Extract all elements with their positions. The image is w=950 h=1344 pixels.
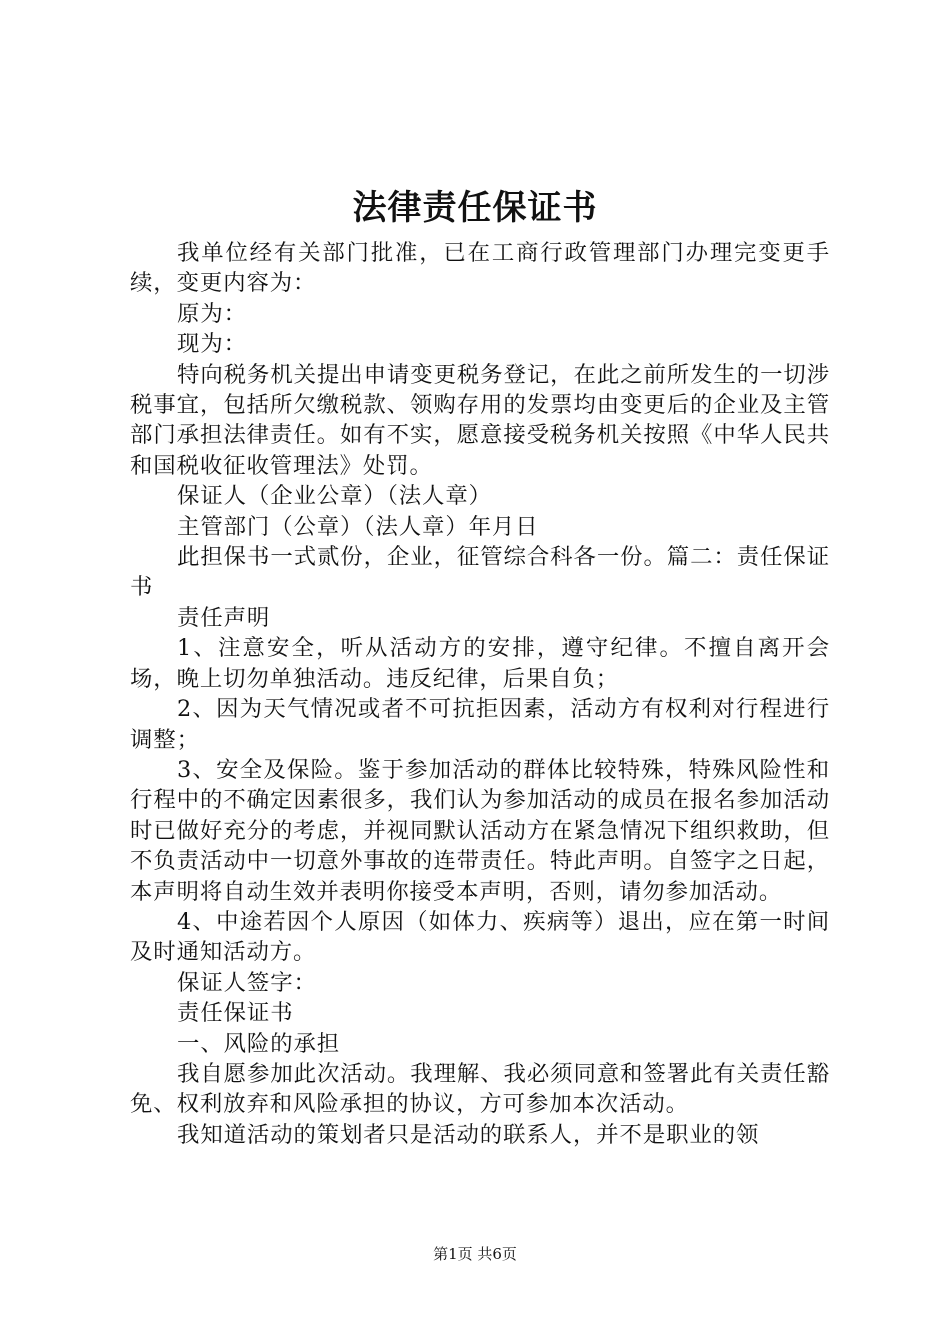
paragraph: 此担保书一式贰份，企业，征管综合科各一份。篇二：责任保证书: [130, 544, 830, 601]
paragraph: 3、安全及保险。鉴于参加活动的群体比较特殊，特殊风险性和行程中的不确定因素很多，我们认为参加活动的成员在报名参加活动时已做好充分的考虑，并视同默认活动方在紧急情况下组织救助，但不负责活动中一切意外事故的连带责任。特此声明。自签字之日起，本声明将自动生效并表明你接受本声明，否则，请勿参加活动。: [130, 756, 830, 905]
paragraph: 责任保证书: [177, 1000, 294, 1027]
paragraph: 原为：: [177, 300, 247, 327]
paragraph: 4、中途若因个人原因（如体力、疾病等）退出，应在第一时间及时通知活动方。: [130, 908, 830, 966]
paragraph: 一、风险的承担: [177, 1030, 341, 1057]
paragraph: 保证人签字：: [177, 969, 317, 996]
paragraph: 我单位经有关部门批准，已在工商行政管理部门办理完变更手续，变更内容为：: [130, 240, 830, 297]
paragraph: 1、注意安全，听从活动方的安排，遵守纪律。不擅自离开会场，晚上切勿单独活动。违反纪律，后果自负；: [130, 635, 830, 692]
paragraph: 现为：: [177, 331, 247, 358]
paragraph: 责任声明: [177, 604, 271, 631]
paragraph: 特向税务机关提出申请变更税务登记，在此之前所发生的一切涉税事宜，包括所欠缴税款、领购存用的发票均由变更后的企业及主管部门承担法律责任。如有不实，愿意接受税务机关按照《中华人民共和国税收征收管理法》处罚。: [130, 361, 830, 479]
paragraph: 保证人（企业公章）（法人章）: [177, 483, 492, 510]
paragraph: 我知道活动的策划者只是活动的联系人，并不是职业的领: [177, 1121, 760, 1148]
page-number-footer: 第1页 共6页: [433, 1245, 517, 1263]
document-body: [130, 238, 830, 1150]
paragraph: 我自愿参加此次活动。我理解、我必须同意和签署此有关责任豁免、权利放弃和风险承担的协议，方可参加本次活动。: [130, 1060, 830, 1118]
paragraph: 主管部门（公章）（法人章）年月日: [177, 513, 539, 540]
document-title: 法律责任保证书: [352, 188, 598, 228]
paragraph: 2、因为天气情况或者不可抗拒因素，活动方有权利对行程进行调整；: [130, 696, 830, 753]
